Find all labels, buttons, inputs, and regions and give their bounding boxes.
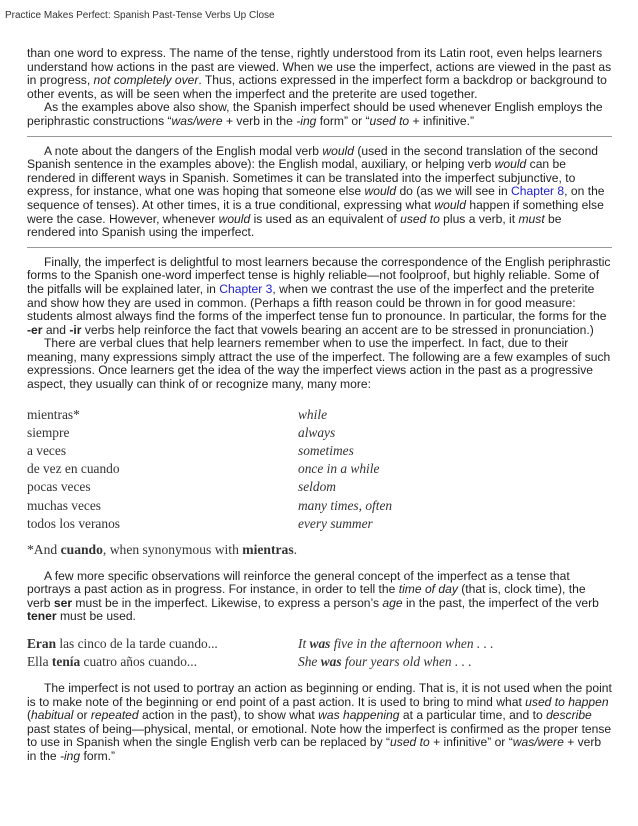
spanish-example: Ella tenía cuatro años cuando... (27, 654, 197, 670)
section-divider (27, 136, 612, 137)
english-translation: once in a while (298, 461, 380, 477)
example-row (27, 635, 612, 653)
paragraph-not-beginning-ending: The imperfect is not used to portray an action as beginning or ending. That is, it is not used when the point is to make note of the beginning or end point of a past action. It is used to bring to mind what used to happen (habitual or repeated action in the past), to show what was happening at a particular time, and to describe past states of being—physical, mental, or emotional. Note how the imperfect is confirmed as the proper tense to use in Spanish when the single English verb can be replaced by “used to + infinitive” or “was/were + verb in the -ing form.” (27, 681, 612, 764)
chapter-3-link[interactable]: Chapter 3 (219, 281, 273, 296)
spanish-expression: siempre (27, 424, 70, 440)
expression-row (27, 442, 612, 460)
page-body (27, 47, 612, 764)
english-translation: seldom (298, 479, 336, 495)
spanish-expression: todos los veranos (27, 515, 120, 531)
english-example: It was five in the afternoon when . . . (298, 636, 494, 652)
example-row (27, 653, 612, 671)
expression-row (27, 424, 612, 442)
spanish-expression: mientras* (27, 406, 80, 422)
english-translation: while (298, 406, 328, 422)
spanish-example: Eran las cinco de la tarde cuando... (27, 636, 218, 652)
english-translation: every summer (298, 515, 373, 531)
footnote: *And cuando, when synonymous with mientras. (27, 542, 298, 558)
english-translation: always (298, 424, 336, 440)
english-example: She was four years old when . . . (298, 654, 472, 670)
expression-row (27, 406, 612, 424)
spanish-expression: pocas veces (27, 479, 91, 495)
example-sentences (27, 635, 612, 671)
paragraph-would-note: A note about the dangers of the English modal verb would (used in the second translation of the second Spanish sentence in the examples above): the English modal, auxiliary, or helping verb would can be rendered in different ways in Spanish. Sometimes it can be translated into the imperfect subjunctive, to express, for instance, what one was hoping that someone else would do (as we will see in Chapter 8, on the sequence of tenses). At other times, it is a true conditional, expressing what would happen if something else were the case. However, whenever would is used as an equivalent of used to plus a verb, it must be rendered into Spanish using the imperfect. (27, 143, 605, 240)
chapter-8-link[interactable]: Chapter 8 (511, 184, 565, 199)
paragraph-specific-observations: A few more specific observations will reinforce the general concept of the imperfect as a tense that portrays a past action as in progress. For instance, in order to tell the time of day (that is, clock time), the verb ser must be in the imperfect. Likewise, to express a person’s age in the past, the imperfect of the verb tener must be used. (27, 568, 599, 624)
expression-row (27, 478, 612, 496)
expression-row (27, 460, 612, 478)
paragraph-reliability: Finally, the imperfect is delightful to most learners because the correspondence of the English periphrastic forms to the Spanish one-word imperfect tense is highly reliable—not foolproof, but highly reliable. Some of the pitfalls will be explained later, in Chapter 3, when we contrast the use of the imperfect and the preterite and show how they are used in common. (Perhaps a fifth reason could be thrown in for good measure: students almost always find the forms of the imperfect tense fun to pronounce. In particular, the forms for the -er and -ir verbs help reinforce the fact that vowels bearing an accent are to be stressed in pronunciation.) (27, 254, 611, 337)
expression-row (27, 515, 612, 533)
english-translation: sometimes (298, 443, 354, 459)
expression-row (27, 497, 612, 515)
spanish-expression: muchas veces (27, 497, 101, 513)
spanish-expression: a veces (27, 443, 67, 459)
english-translation: many times, often (298, 497, 393, 513)
paragraph-verbal-clues: There are verbal clues that help learners remember when to use the imperfect. In fact, due to their meaning, many expressions simply attract the use of the imperfect. The following are a few examples of such expressions. Once learners get the idea of the way the imperfect views action in the past as a progressive aspect, they usually can think of or recognize many, many more: (27, 336, 611, 392)
expression-list (27, 406, 612, 533)
running-header: Practice Makes Perfect: Spanish Past-Tense Verbs Up Close (5, 10, 275, 21)
section-divider (27, 247, 612, 248)
paragraph-tense-intro: than one word to express. The name of the tense, rightly understood from its Latin root, even helps learners understand how actions in the past are viewed. When we use the imperfect, actions are viewed in the past as in progress, not completely over. Thus, actions expressed in the imperfect form a backdrop or background to other events, as will be seen when the imperfect and the preterite are used together. (27, 46, 612, 101)
paragraph-periphrastic: As the examples above also show, the Spanish imperfect should be used whenever English employs the periphrastic constructions “was/were + verb in the -ing form” or “used to + infinitive.” (27, 100, 603, 128)
spanish-expression: de vez en cuando (27, 461, 120, 477)
